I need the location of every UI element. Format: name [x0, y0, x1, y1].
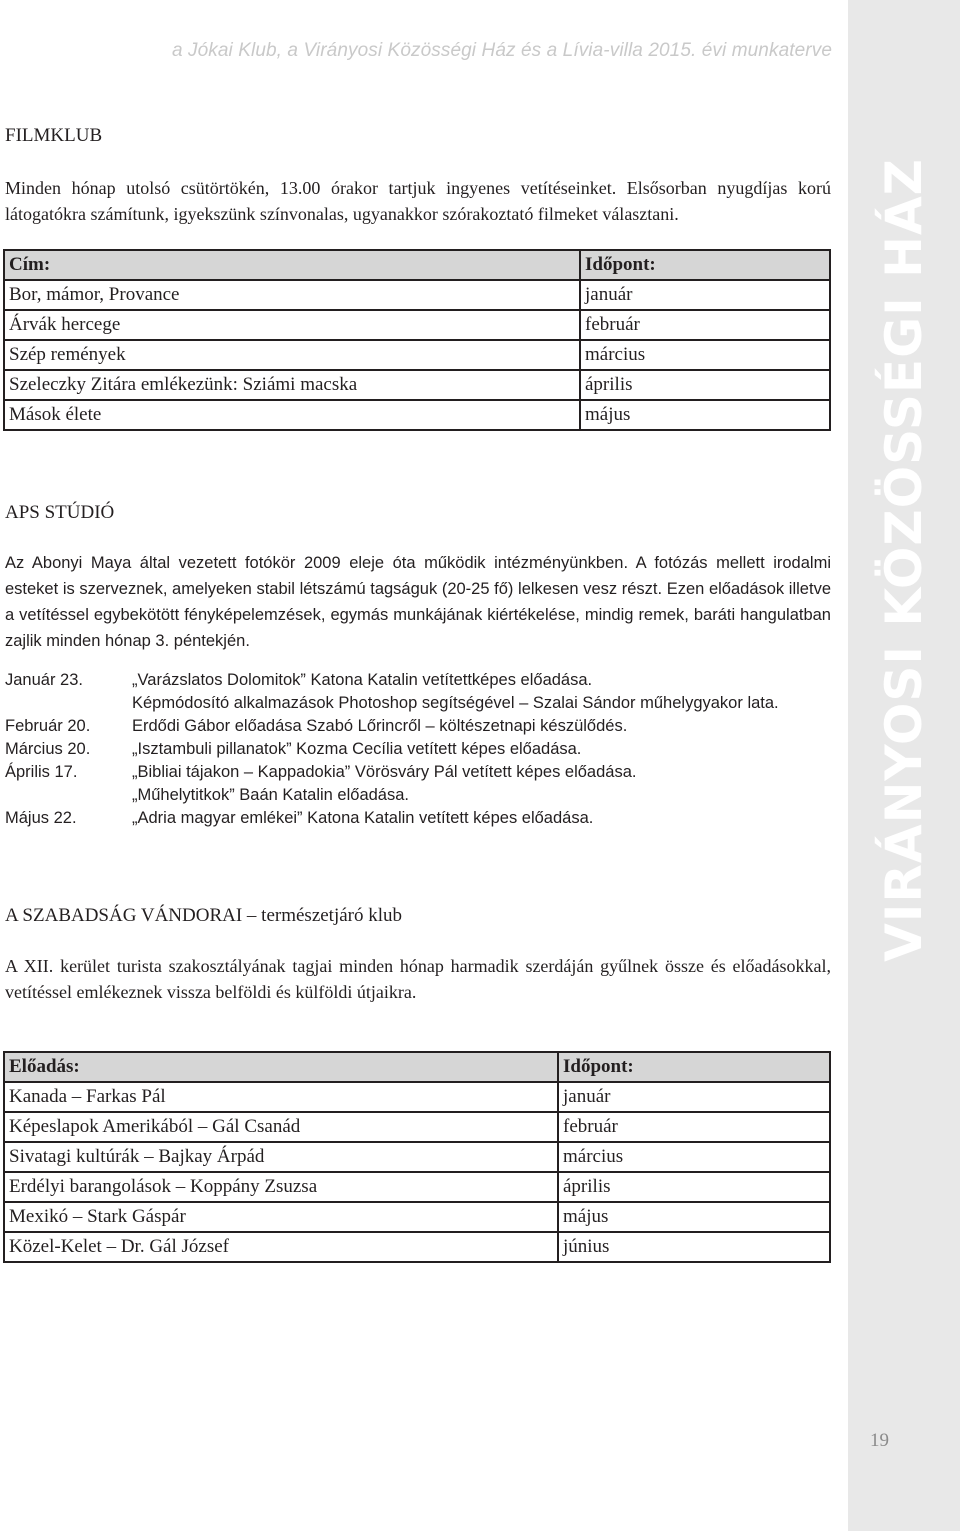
table-row: [4, 1172, 830, 1202]
schedule-row: [5, 807, 835, 830]
schedule-row: [5, 669, 835, 692]
col-time-header: Időpont:: [558, 1052, 830, 1082]
film-time: február: [580, 310, 830, 340]
film-time: május: [580, 400, 830, 430]
filmklub-heading: FILMKLUB: [5, 125, 103, 146]
page-number: 19: [870, 1430, 889, 1451]
table-row: [4, 1142, 830, 1172]
film-title: Szeleczky Zitára emlékezünk: Sziámi macska: [4, 370, 580, 400]
vandorai-table: [3, 1051, 831, 1263]
filmklub-intro: Minden hónap utolsó csütörtökén, 13.00 órakor tartjuk ingyenes vetítéseinket. Elsősorban nyugdíjas korú látogatókra számítunk, igyekszünk színvonalas, ugyanakkor szórakoztató filmeket választani.: [5, 178, 831, 224]
col-time-header: Időpont:: [580, 250, 830, 280]
table-row: [4, 1112, 830, 1142]
table-row: [4, 340, 830, 370]
lecture-title: Kanada – Farkas Pál: [4, 1082, 558, 1112]
schedule-date: [5, 784, 132, 807]
schedule-date: [5, 692, 132, 715]
table-row: [4, 1202, 830, 1232]
col-title-header: Cím:: [4, 250, 580, 280]
table-row: [4, 1082, 830, 1112]
schedule-row: [5, 715, 835, 738]
table-row: [4, 370, 830, 400]
schedule-text: „Műhelytitkok” Baán Katalin előadása.: [132, 786, 409, 804]
aps-intro: Az Abonyi Maya által vezetett fotókör 2009 eleje óta működik intézményünkben. A fotózás mellett irodalmi esteket is szerveznek, amelyeken stabil létszámú tagságuk (20-25 fő) lelkesen vesz részt. Ezen előadások illetve a vetítéssel egybekötött fényképelemzések, egymás munkájának kiértékelése, mindig remek, baráti hangulatban zajlik minden hónap 3. péntekjén.: [5, 554, 831, 650]
vandorai-intro: A XII. kerület turista szakosztályának tagjai minden hónap harmadik szerdáján gyűlnek össze és előadásokkal, vetítéssel emlékeznek vissza belföldi és külföldi útjaikra.: [5, 956, 831, 1002]
lecture-time: január: [558, 1082, 830, 1112]
schedule-text: „Adria magyar emlékei” Katona Katalin vetített képes előadása.: [132, 809, 594, 827]
aps-schedule: [5, 669, 835, 830]
table-row: [4, 400, 830, 430]
schedule-text: „Isztambuli pillanatok” Kozma Cecília vetített képes előadása.: [132, 740, 582, 758]
schedule-text: Képmódosító alkalmazások Photoshop segítségével – Szalai Sándor műhelygyakor lata.: [132, 694, 779, 712]
lecture-time: május: [558, 1202, 830, 1232]
lecture-time: március: [558, 1142, 830, 1172]
schedule-row: [5, 738, 835, 761]
film-title: Szép remények: [4, 340, 580, 370]
schedule-date: Május 22.: [5, 809, 77, 827]
table-header-row: [4, 1052, 830, 1082]
film-time: január: [580, 280, 830, 310]
sidebar-title: VIRÁNYOSI KÖZÖSSÉGI HÁZ: [875, 158, 933, 962]
schedule-date: Április 17.: [5, 763, 78, 781]
schedule-date: Január 23.: [5, 671, 83, 689]
lecture-title: Erdélyi barangolások – Koppány Zsuzsa: [4, 1172, 558, 1202]
schedule-date: Február 20.: [5, 717, 91, 735]
lecture-title: Mexikó – Stark Gáspár: [4, 1202, 558, 1232]
film-title: Árvák hercege: [4, 310, 580, 340]
lecture-title: Képeslapok Amerikából – Gál Csanád: [4, 1112, 558, 1142]
schedule-text: „Varázslatos Dolomitok” Katona Katalin vetítettképes előadása.: [132, 671, 593, 689]
table-row: [4, 280, 830, 310]
col-title-header: Előadás:: [4, 1052, 558, 1082]
film-time: április: [580, 370, 830, 400]
lecture-time: június: [558, 1232, 830, 1262]
schedule-date: Március 20.: [5, 740, 91, 758]
lecture-time: április: [558, 1172, 830, 1202]
filmklub-table: [3, 249, 831, 431]
schedule-text: Erdődi Gábor előadása Szabó Lőrincről – költészetnapi készülődés.: [132, 717, 628, 735]
schedule-text: „Bibliai tájakon – Kappadokia” Vörösváry Pál vetített képes előadása.: [132, 763, 637, 781]
film-time: március: [580, 340, 830, 370]
aps-heading: APS STÚDIÓ: [5, 502, 115, 523]
table-row: [4, 310, 830, 340]
lecture-time: február: [558, 1112, 830, 1142]
vandorai-heading: A SZABADSÁG VÁNDORAI – természetjáró klub: [5, 905, 403, 926]
schedule-row: [5, 761, 835, 784]
lecture-title: Sivatagi kultúrák – Bajkay Árpád: [4, 1142, 558, 1172]
running-header: a Jókai Klub, a Virányosi Közösségi Ház és a Lívia-villa 2015. évi munkaterve: [171, 40, 832, 61]
table-header-row: [4, 250, 830, 280]
film-title: Mások élete: [4, 400, 580, 430]
schedule-row: [5, 692, 835, 715]
film-title: Bor, mámor, Provance: [4, 280, 580, 310]
schedule-row: [5, 784, 835, 807]
table-row: [4, 1232, 830, 1262]
lecture-title: Közel-Kelet – Dr. Gál József: [4, 1232, 558, 1262]
